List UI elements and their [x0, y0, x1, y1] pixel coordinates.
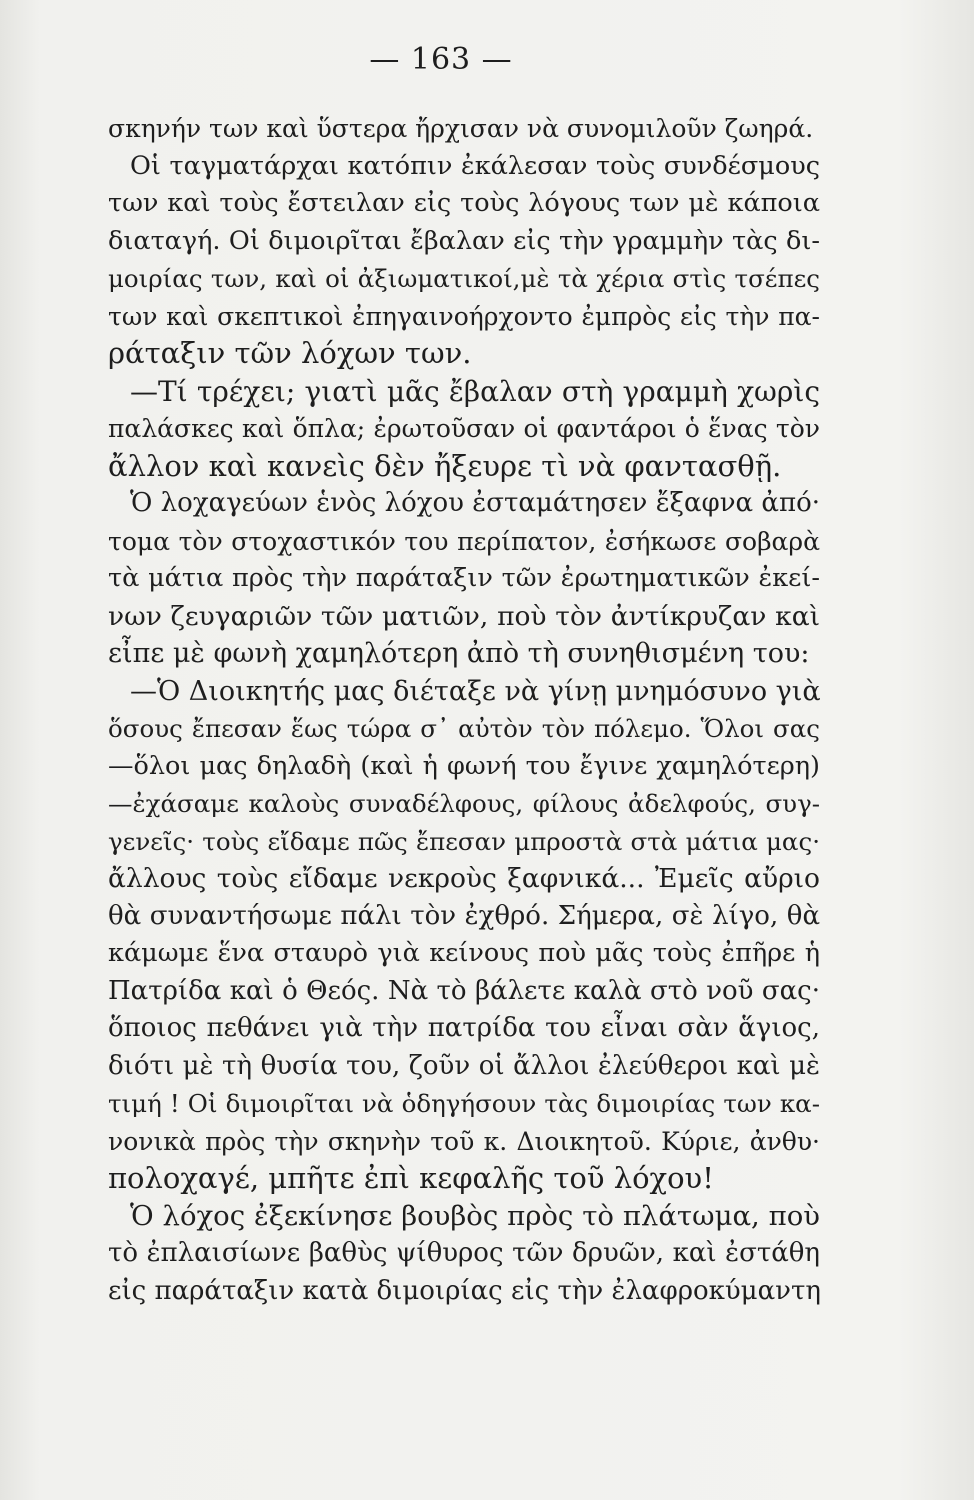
text-line: τιμή ! Οἱ διμοιρῖται νὰ ὁδηγήσουν τὰς διμοιρίας των κα-	[108, 1089, 820, 1118]
text-line: ἄλλον καὶ κανεὶς δὲν ἤξευρε τὶ νὰ φαντασθῇ.	[108, 448, 782, 483]
text-line: νονικὰ πρὸς τὴν σκηνὴν τοῦ κ. Διοικητοῦ. Κύριε, ἀνθυ·	[108, 1126, 820, 1156]
text-line: θὰ συναντήσωμε πάλι τὸν ἐχθρό. Σήμερα, σὲ λίγο, θὰ	[108, 900, 820, 931]
text-line: γενεῖς· τοὺς εἴδαμε πῶς ἔπεσαν μπροστὰ στὰ μάτια μας·	[108, 826, 820, 856]
text-line: ὅσους ἔπεσαν ἕως τώρα σ᾽ αὐτὸν τὸν πόλεμο. Ὅλοι σας	[108, 714, 820, 743]
text-line: —ὅλοι μας δηλαδὴ (καὶ ἡ φωνή του ἔγινε χαμηλότερη)	[108, 750, 820, 781]
text-line: διότι μὲ τὴ θυσία του, ζοῦν οἱ ἄλλοι ἐλεύθεροι καὶ μὲ	[108, 1050, 820, 1081]
text-line: —Ὁ Διοικητής μας διέταξε νὰ γίνῃ μνημόσυνο γιὰ	[130, 675, 821, 707]
page-number: — 163 —	[369, 42, 513, 77]
text-line: τὰ μάτια πρὸς τὴν παράταξιν τῶν ἐρωτηματικῶν ἐκεί-	[108, 563, 820, 593]
page-text	[108, 110, 820, 1310]
text-line: —ἐχάσαμε καλοὺς συναδέλφους, φίλους ἀδελφούς, συγ-	[108, 789, 820, 818]
text-line: εἰς παράταξιν κατὰ διμοιρίας εἰς τὴν ἐλαφροκύμαντη	[108, 1275, 821, 1306]
text-line: ράταξιν τῶν λόχων των.	[108, 336, 472, 370]
text-line: νων ζευγαριῶν τῶν ματιῶν, ποὺ τὸν ἀντίκρυζαν καὶ	[108, 600, 820, 632]
text-line: Ὁ λοχαγεύων ἑνὸς λόχου ἐσταμάτησεν ἔξαφνα ἀπό·	[130, 488, 820, 518]
text-line: παλάσκες καὶ ὅπλα; ἐρωτοῦσαν οἱ φαντάροι ὁ ἕνας τὸν	[108, 414, 820, 443]
text-line: διαταγή. Οἱ διμοιρῖται ἔβαλαν εἰς τὴν γραμμὴν τὰς δι-	[108, 225, 820, 256]
text-line: πολοχαγέ, μπῆτε ἐπὶ κεφαλῆς τοῦ λόχου!	[108, 1161, 714, 1195]
text-line: κάμωμε ἕνα σταυρὸ γιὰ κείνους ποὺ μᾶς τοὺς ἐπῆρε ἡ	[108, 938, 820, 968]
text-line: Οἱ ταγματάρχαι κατόπιν ἐκάλεσαν τοὺς συνδέσμους	[130, 150, 820, 181]
text-line: εἶπε μὲ φωνὴ χαμηλότερη ἀπὸ τὴ συνηθισμένη του:	[108, 638, 810, 669]
text-line: τὸ ἐπλαισίωνε βαθὺς ψίθυρος τῶν δρυῶν, καὶ ἐστάθη	[108, 1238, 820, 1268]
text-line: μοιρίας των, καὶ οἱ ἀξιωματικοί,μὲ τὰ χέρια στὶς τσέπες	[108, 264, 820, 293]
text-line: τομα τὸν στοχαστικόν του περίπατον, ἐσήκωσε σοβαρὰ	[108, 526, 820, 556]
text-line: —Τί τρέχει; γιατὶ μᾶς ἔβαλαν στὴ γραμμὴ χωρὶς	[130, 374, 820, 408]
text-line: σκηνήν των καὶ ὕστερα ἤρχισαν νὰ συνομιλοῦν ζωηρά.	[108, 114, 814, 143]
text-line: Πατρίδα καὶ ὁ Θεός. Νὰ τὸ βάλετε καλὰ στὸ νοῦ σας·	[108, 975, 820, 1006]
text-line: Ὁ λόχος ἐξεκίνησε βουβὸς πρὸς τὸ πλάτωμα, ποὺ	[130, 1199, 820, 1232]
text-line: των καὶ τοὺς ἔστειλαν εἰς τοὺς λόγους των μὲ κάποια	[108, 188, 820, 218]
text-line: των καὶ σκεπτικοὶ ἐπηγαινοήρχοντο ἐμπρὸς εἰς τὴν πα-	[108, 301, 820, 331]
text-line: ὅποιος πεθάνει γιὰ τὴν πατρίδα του εἶναι σὰν ἅγιος,	[108, 1013, 820, 1043]
text-line: ἄλλους τοὺς εἴδαμε νεκροὺς ξαφνικά... Ἐμεῖς αὔριο	[108, 863, 820, 894]
